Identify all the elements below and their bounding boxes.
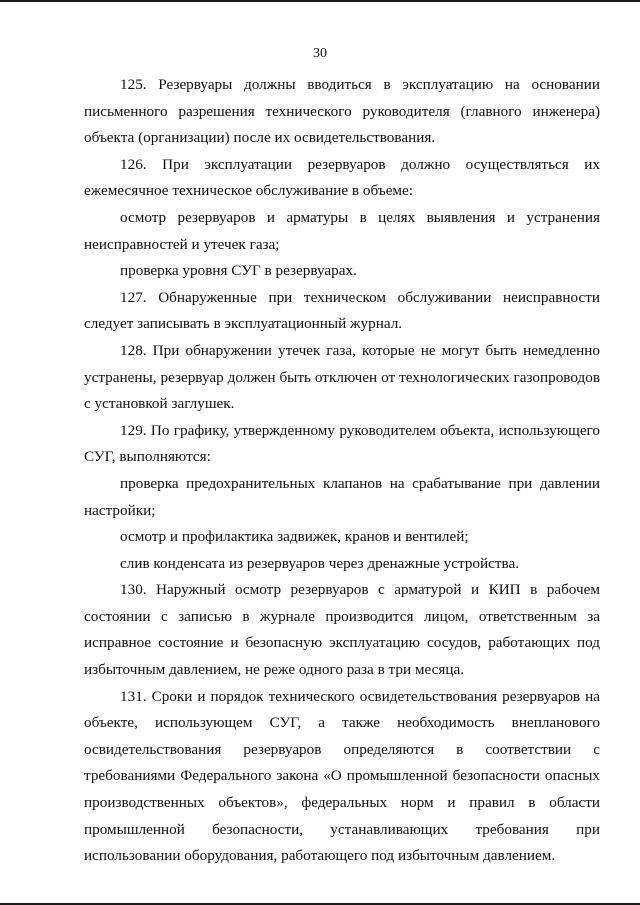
list-item-inspection: осмотр резервуаров и арматуры в целях выявления и устранения неисправностей и утечек газа; <box>84 208 600 253</box>
list-item-valve-check: проверка предохранительных клапанов на срабатывание при давлении настройки; <box>84 474 600 519</box>
paragraph-130: 130. Наружный осмотр резервуаров с арматурой и КИП в рабочем состоянии с записью в журнале производится лицом, ответственным за исправное состояние и безопасную эксплуатацию сосудов, работающих под избыточным давлением, не реже одного раза в три месяца. <box>84 581 600 679</box>
paragraph-131: 131. Сроки и порядок технического освидетельствования резервуаров на объекте, использующем СУГ, а также необходимость внепланового освидетельствования резервуаров определяются в соответствии с требованиями Федерального закона «О промышленной безопасности опасных производственных объектов», федеральных норм и правил в области промышленной безопасности, устанавливающих требования при использовании оборудования, работающего под избыточным давлением. <box>84 687 600 865</box>
paragraph-129: 129. По графику, утвержденному руководителем объекта, использующего СУГ, выполняются: <box>84 421 600 466</box>
paragraph-126: 126. При эксплуатации резервуаров должно осуществляться их ежемесячное техническое обслуживание в объеме: <box>84 155 600 200</box>
page-number: 30 <box>313 46 327 61</box>
document-body <box>84 72 600 870</box>
list-item-level-check: проверка уровня СУГ в резервуарах. <box>120 262 357 280</box>
paragraph-127: 127. Обнаруженные при техническом обслуживании неисправности следует записывать в эксплуатационный журнал. <box>84 288 600 333</box>
paragraph-128: 128. При обнаружении утечек газа, которые не могут быть немедленно устранены, резервуар должен быть отключен от технологических газопроводов с установкой заглушек. <box>84 341 600 413</box>
list-item-condensate: слив конденсата из резервуаров через дренажные устройства. <box>120 554 520 572</box>
list-item-maintenance: осмотр и профилактика задвижек, кранов и вентилей; <box>120 528 469 546</box>
paragraph-125: 125. Резервуары должны вводиться в эксплуатацию на основании письменного разрешения технического руководителя (главного инженера) объекта (организации) после их освидетельствования. <box>84 76 600 147</box>
scan-edge-top <box>0 0 640 2</box>
